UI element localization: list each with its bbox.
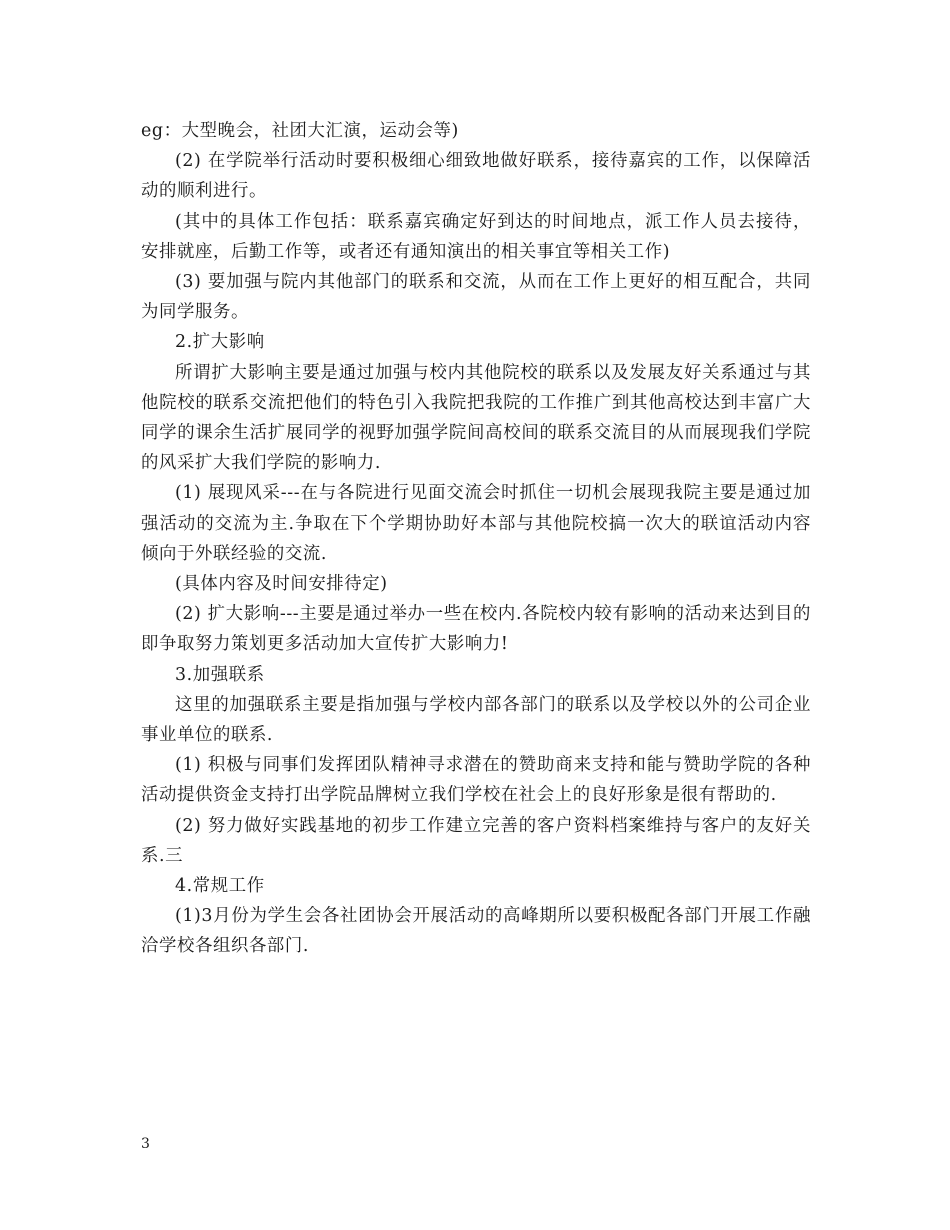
section-heading: 4.常规工作: [175, 876, 265, 897]
paragraph: (具体内容及时间安排待定): [175, 574, 388, 595]
paragraph: 这里的加强联系主要是指加强与学校内部各部门的联系以及学校以外的公司企业事业单位的联系.: [141, 694, 811, 746]
paragraph: 所谓扩大影响主要是通过加强与校内其他院校的联系以及发展友好关系通过与其他院校的联系交流把他们的特色引入我院把我院的工作推广到其他高校达到丰富广大同学的课余生活扩展同学的视野加强学院间高校间的联系交流目的从而展现我们学院的风采扩大我们学院的影响力.: [141, 362, 811, 474]
paragraph: (1) 积极与同事们发挥团队精神寻求潜在的赞助商来支持和能与赞助学院的各种活动提供资金支持打出学院品牌树立我们学校在社会上的良好形象是很有帮助的.: [141, 755, 811, 806]
paragraph: (2) 扩大影响---主要是通过举办一些在校内.各院校内较有影响的活动来达到目的即争取努力策划更多活动加大宣传扩大影响力!: [141, 604, 811, 655]
page-number: 3: [141, 1136, 150, 1152]
section-heading: 2.扩大影响: [175, 332, 265, 353]
section-heading: 3.加强联系: [175, 664, 265, 685]
paragraph: (1)3月份为学生会各社团协会开展活动的高峰期所以要积极配各部门开展工作融洽学校各组织各部门.: [141, 906, 811, 957]
paragraph: (3) 要加强与院内其他部门的联系和交流，从而在工作上更好的相互配合，共同为同学服务。: [141, 272, 811, 323]
document-body: [141, 116, 811, 962]
paragraph: (1) 展现风采---在与各院进行见面交流会时抓住一切机会展现我院主要是通过加强活动的交流为主.争取在下个学期协助好本部与其他院校搞一次大的联谊活动内容倾向于外联经验的交流.: [141, 483, 811, 564]
paragraph: (2) 努力做好实践基地的初步工作建立完善的客户资料档案维持与客户的友好关系.三: [141, 815, 811, 866]
paragraph-continuation: eg：大型晚会，社团大汇演，运动会等): [141, 121, 459, 141]
paragraph: (2) 在学院举行活动时要积极细心细致地做好联系，接待嘉宾的工作，以保障活动的顺利进行。: [141, 151, 811, 202]
paragraph: (其中的具体工作包括：联系嘉宾确定好到达的时间地点，派工作人员去接待，安排就座，后勤工作等，或者还有通知演出的相关事宜等相关工作): [141, 211, 811, 262]
